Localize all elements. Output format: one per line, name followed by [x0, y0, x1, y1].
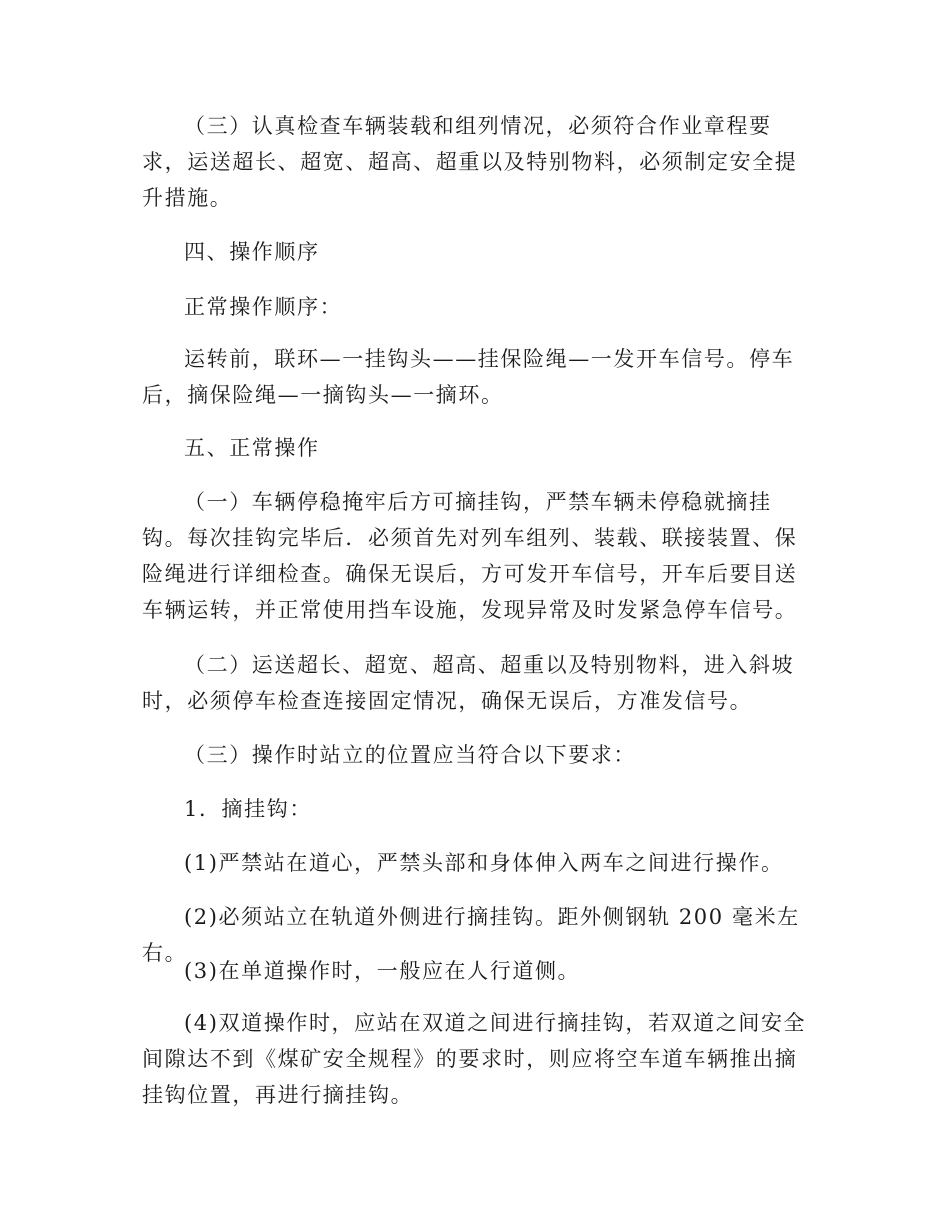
- list-item-rule-3: (3)在单道操作时，一般应在人行道侧。: [184, 959, 581, 983]
- list-item-coupling: 1．摘挂钩：: [184, 797, 312, 821]
- paragraph-coupling-rules: （一）车辆停稳掩牢后方可摘挂钩，严禁车辆未停稳就摘挂钩。每次挂钩完毕后．必须首先对列车组列、装载、联接装置、保险绳进行详细检查。确保无误后，方可发开车信号，开车后要目送车辆运转，并正常使用挡车设施，发现异常及时发紧急停车信号。: [142, 490, 798, 622]
- paragraph-standing-position: （三）操作时站立的位置应当符合以下要求：: [184, 743, 636, 767]
- paragraph-sequence-steps: 运转前，联环—一挂钩头——挂保险绳—一发开车信号。停车后，摘保险绳—一摘钩头—一摘环。: [142, 347, 795, 407]
- paragraph-special-materials: （二）运送超长、超宽、超高、超重以及特别物料，进入斜坡时，必须停车检查连接固定情况，确保无误后，方准发信号。: [142, 653, 795, 713]
- heading-normal-operation: 五、正常操作: [184, 436, 320, 460]
- list-item-rule-4: (4)双道操作时，应站在双道之间进行摘挂钩，若双道之间安全间隙达不到《煤矿安全规程》的要求时，则应将空车道车辆推出摘挂钩位置，再进行摘挂钩。: [142, 1011, 807, 1107]
- heading-operation-sequence: 四、操作顺序: [184, 240, 320, 264]
- subheading-normal-sequence: 正常操作顺序：: [184, 295, 343, 319]
- paragraph-vehicle-inspection: （三）认真检查车辆装载和组列情况，必须符合作业章程要求，运送超长、超宽、超高、超重以及特别物料，必须制定安全提升措施。: [142, 114, 798, 210]
- list-item-rule-2: (2)必须站立在轨道外侧进行摘挂钩。距外侧钢轨 200 毫米左右。: [142, 905, 800, 965]
- list-item-rule-1: (1)严禁站在道心，严禁头部和身体伸入两车之间进行操作。: [184, 851, 784, 875]
